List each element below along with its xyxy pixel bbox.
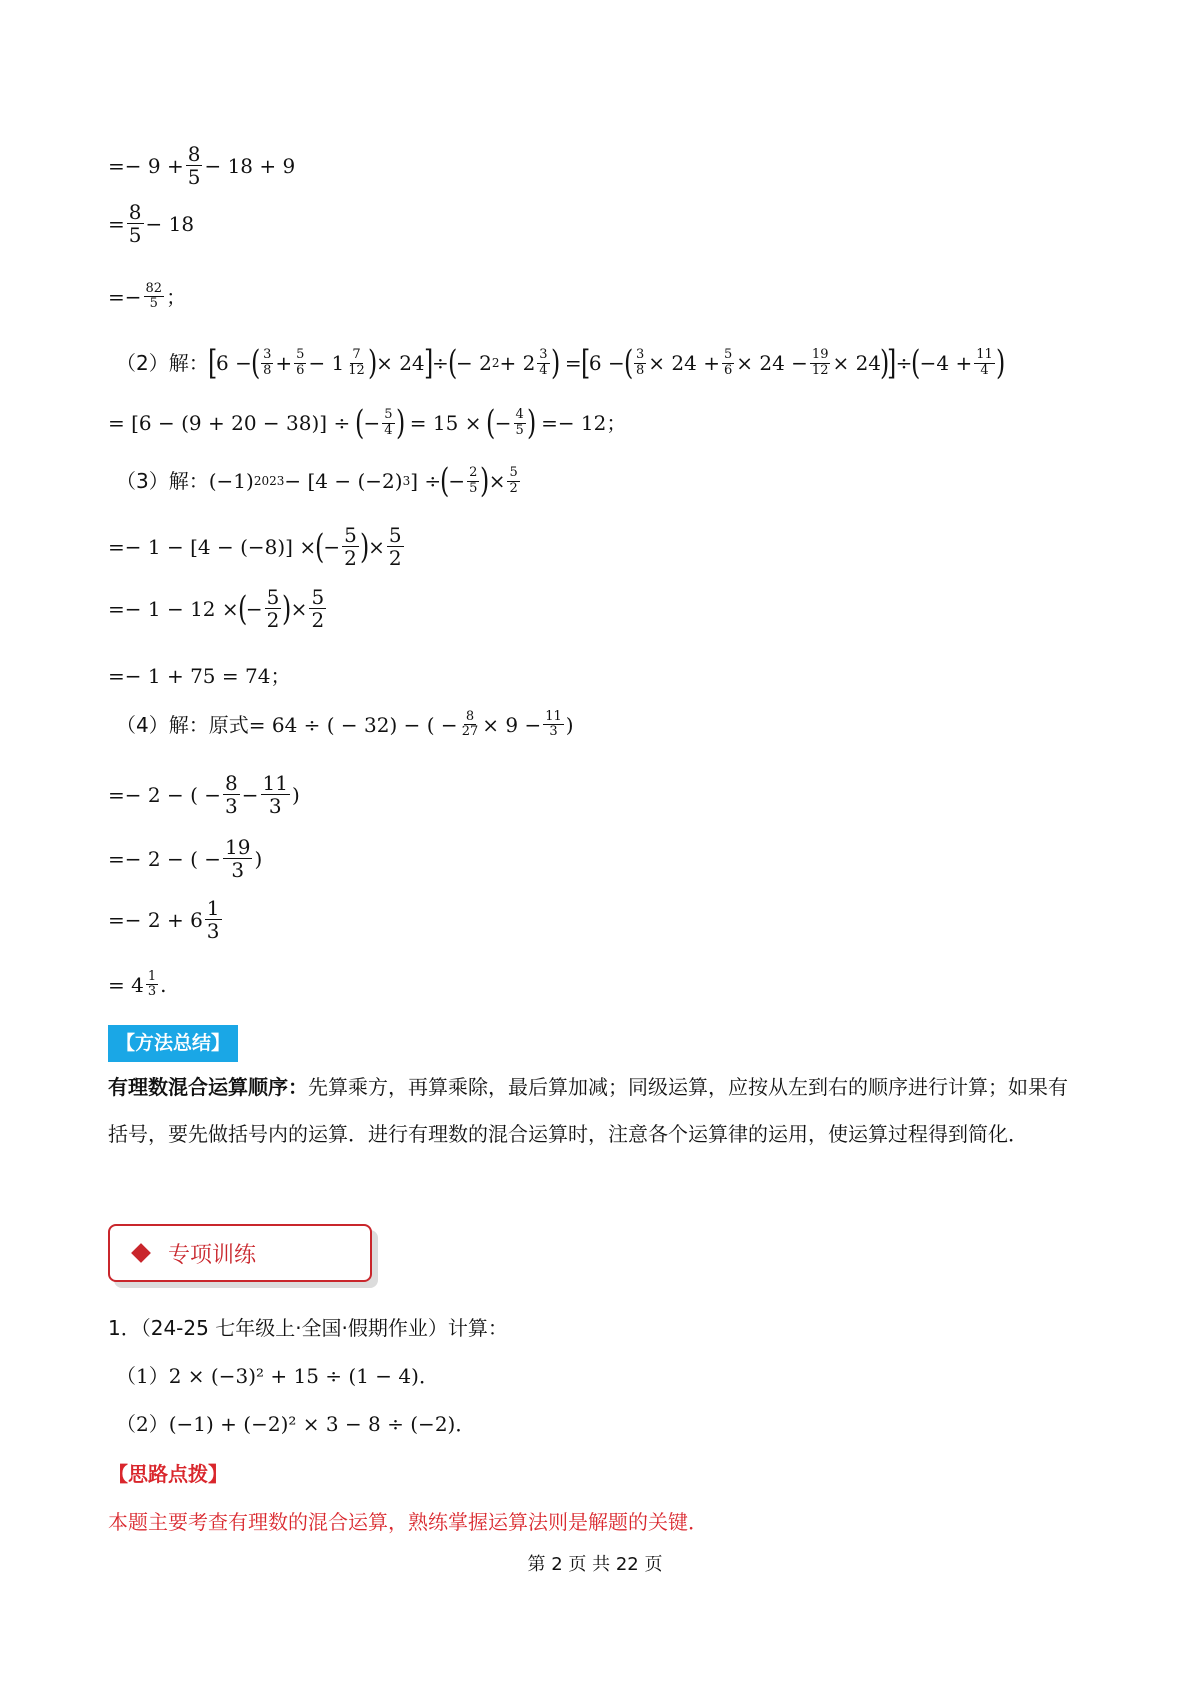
part2-line-1: （2）解： [ 6 − ( 3 8 + 5 6 − 1 7 12 ) × 24 ] ÷ ( − 2 2 + 2 3 4 ) = [ 6 − ( 3 8 × 24 + 5 6 × 24 − 19 12 × 24 ) ] ÷ ( −4 + 11 4 ) [116, 343, 1006, 383]
solution-line-2: = $\frac{8}{5}$ − 18 [108, 200, 195, 247]
solution-line-3: =− $\frac{82}{5}$ ； [108, 281, 187, 312]
solution-line-1: =− 9 + $\frac{8}{5}$ − 18 + 9 [108, 142, 296, 189]
part4-line-1: （4）解：原式 = 64 ÷ ( − 32) − ( − $\frac{8}{27}$ × 9 − 11 3 ) [116, 709, 574, 740]
part4-line-3: =− 2 − ( − $\frac{19}{3}$ ) [108, 835, 263, 882]
diamond-icon [131, 1243, 151, 1263]
hint-text: 本题主要考查有理数的混合运算，熟练掌握运算法则是解题的关键． [108, 1510, 708, 1534]
question-1: （1）2 × (−3)² + 15 ÷ (1 − 4)． [116, 1364, 439, 1388]
page-footer: 第 2 页 共 22 页 [527, 1554, 663, 1575]
part4-line-5: = 4 1 3 . [108, 969, 167, 1000]
hint-heading: 【思路点拨】 [108, 1462, 228, 1486]
part3-line-3: =− 1 − 12 × ( − 5 2 ) × 5 2 [108, 585, 325, 632]
special-training-header [108, 1224, 372, 1282]
method-summary-badge: 【方法总结】 [108, 1025, 238, 1062]
method-bold-lead: 有理数混合运算顺序： [108, 1075, 308, 1099]
part3-line-2: =− 1 − [4 − (−8)] × ( − 5 2 ) × 5 2 [108, 523, 402, 570]
question-intro: 1．（24-25 七年级上·全国·假期作业）计算： [108, 1316, 508, 1340]
part3-line-1: （3）解： (−1) 2023 − [4 − (−2) 3 ] ÷ ( − 2 5 ) × 5 2 [116, 461, 518, 501]
part2-line-2: = [6 − (9 + 20 − 38)] ÷ ( − 5 4 ) = 15 × ( − 4 5 ) =− 12； [108, 403, 627, 443]
method-body: 先算乘方，再算乘除，最后算加减；同级运算，应按从左到右的顺序进行计算；如果有括号，要先做括号内的运算．进行有理数的混合运算时，注意各个运算律的运用，使运算过程得到简化． [108, 1075, 1068, 1146]
part4-line-4: =− 2 + 6 1 3 [108, 896, 220, 943]
method-summary-text [108, 1064, 1076, 1158]
section-title: 专项训练 [168, 1242, 257, 1268]
part4-line-2: =− 2 − ( − $\frac{8}{3}$ − 11 3 ) [108, 771, 300, 818]
part3-line-4: =− 1 + 75 = 74； [108, 664, 291, 688]
question-2: （2）(−1) + (−2)² × 3 − 8 ÷ (−2)． [116, 1412, 476, 1436]
